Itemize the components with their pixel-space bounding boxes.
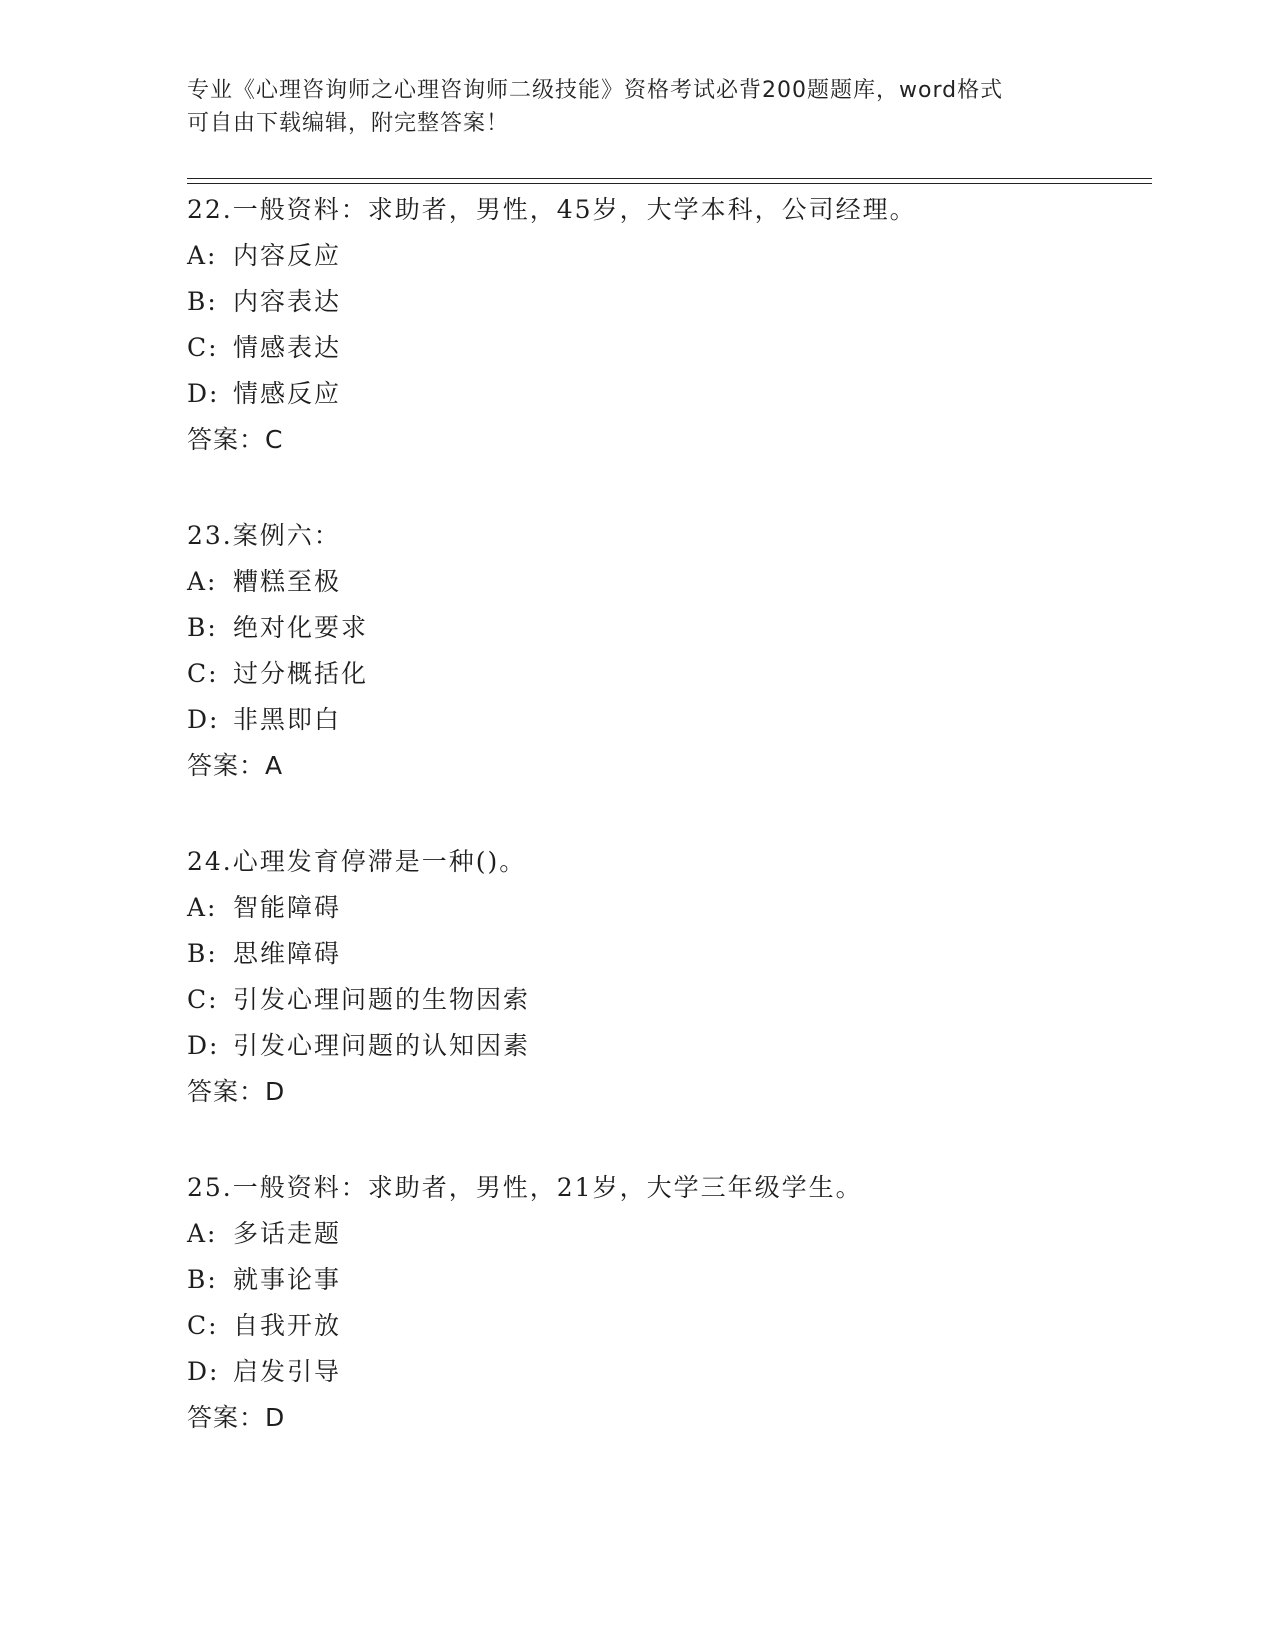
option-text: 糟糕至极	[233, 567, 342, 596]
option-text: 思维障碍	[233, 939, 342, 968]
option-key: C:	[187, 1311, 219, 1340]
document-header	[187, 74, 1087, 140]
answer-line: 答案：C	[187, 425, 284, 454]
question-25	[187, 1165, 1147, 1441]
question-stem: 25.一般资料：求助者，男性，21岁，大学三年级学生。	[187, 1173, 863, 1202]
question-stem: 22.一般资料：求助者，男性，45岁，大学本科，公司经理。	[187, 195, 917, 224]
option-c	[187, 651, 1147, 697]
option-key: A:	[187, 567, 218, 596]
option-text: 情感反应	[233, 379, 342, 408]
option-key: C:	[187, 659, 219, 688]
option-key: B:	[187, 939, 218, 968]
option-text: 多话走题	[233, 1219, 342, 1248]
option-key: D:	[187, 705, 220, 734]
option-key: D:	[187, 1357, 220, 1386]
option-text: 绝对化要求	[233, 613, 369, 642]
option-b	[187, 1257, 1147, 1303]
option-key: B:	[187, 287, 218, 316]
header-title-line-2: 可自由下载编辑，附完整答案！	[187, 111, 510, 136]
option-key: A:	[187, 241, 218, 270]
option-key: D:	[187, 379, 220, 408]
option-b	[187, 605, 1147, 651]
answer-line: 答案：D	[187, 1403, 286, 1432]
header-divider-bottom	[187, 183, 1152, 184]
option-text: 内容表达	[233, 287, 342, 316]
question-stem: 24.心理发育停滞是一种()。	[187, 847, 527, 876]
question-22	[187, 187, 1147, 463]
option-key: B:	[187, 613, 218, 642]
option-key: B:	[187, 1265, 218, 1294]
answer-line: 答案：D	[187, 1077, 286, 1106]
option-text: 非黑即白	[233, 705, 342, 734]
option-c	[187, 325, 1147, 371]
question-stem: 23.案例六：	[187, 521, 341, 550]
question-list	[187, 187, 1147, 1491]
option-a	[187, 885, 1147, 931]
header-title-line-1: 专业《心理咨询师之心理咨询师二级技能》资格考试必背200题题库，word格式	[187, 78, 1004, 103]
header-divider-top	[187, 178, 1152, 179]
option-text: 情感表达	[233, 333, 342, 362]
question-23	[187, 513, 1147, 789]
option-text: 就事论事	[233, 1265, 342, 1294]
option-d	[187, 1023, 1147, 1069]
option-key: D:	[187, 1031, 220, 1060]
option-key: C:	[187, 333, 219, 362]
answer-line: 答案：A	[187, 751, 284, 780]
option-text: 引发心理问题的生物因索	[233, 985, 531, 1014]
option-c	[187, 977, 1147, 1023]
option-text: 过分概括化	[233, 659, 369, 688]
option-b	[187, 931, 1147, 977]
option-d	[187, 1349, 1147, 1395]
option-text: 自我开放	[233, 1311, 342, 1340]
option-key: A:	[187, 893, 218, 922]
option-c	[187, 1303, 1147, 1349]
option-key: A:	[187, 1219, 218, 1248]
option-d	[187, 697, 1147, 743]
option-a	[187, 559, 1147, 605]
option-text: 启发引导	[233, 1357, 342, 1386]
option-text: 引发心理问题的认知因素	[233, 1031, 531, 1060]
option-a	[187, 233, 1147, 279]
option-text: 内容反应	[233, 241, 342, 270]
option-d	[187, 371, 1147, 417]
option-b	[187, 279, 1147, 325]
option-a	[187, 1211, 1147, 1257]
option-key: C:	[187, 985, 219, 1014]
option-text: 智能障碍	[233, 893, 342, 922]
question-24	[187, 839, 1147, 1115]
